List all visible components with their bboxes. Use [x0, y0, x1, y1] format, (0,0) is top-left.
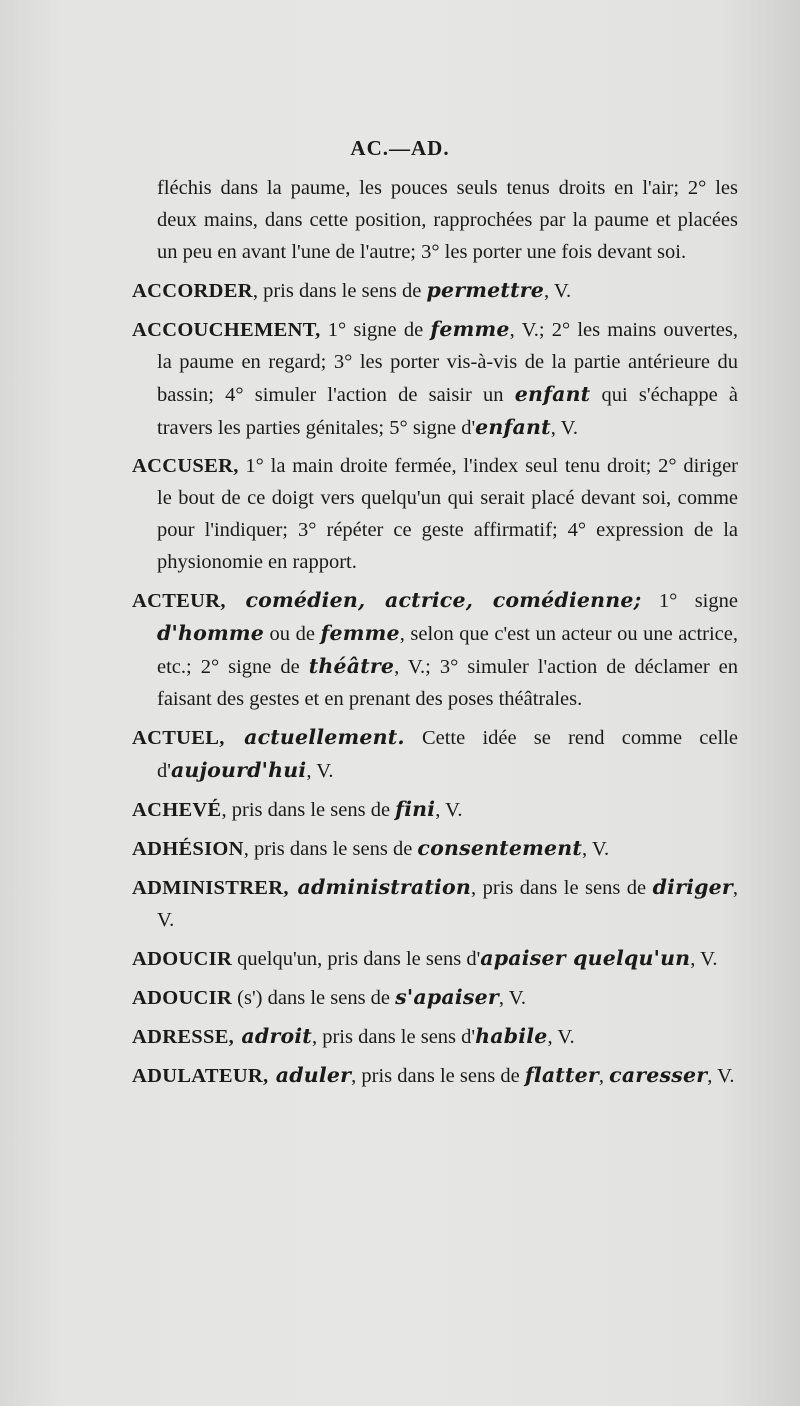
headword: ACCUSER, [132, 455, 239, 477]
keyword: comédien, actrice, comédienne; [225, 588, 642, 612]
entry-acheve [132, 793, 738, 826]
headword: ADMINISTRER, [132, 877, 289, 899]
entry-text: , V. [707, 1065, 735, 1087]
entry-text: 1° signe [641, 590, 738, 612]
entry-text: , pris dans le sens d' [311, 1026, 476, 1048]
entry-text: (s') dans le sens de [232, 987, 396, 1009]
keyword: apaiser quelqu'un [480, 946, 691, 970]
entry-text: , V. [547, 1026, 575, 1048]
keyword: diriger [652, 875, 733, 899]
headword: ACCOUCHEMENT, [132, 319, 321, 341]
entry-acteur [132, 584, 738, 715]
entry-text: ou de [264, 623, 321, 645]
headword: ACTUEL, [132, 727, 225, 749]
keyword: d'homme [157, 621, 265, 645]
entry-text: fléchis dans la paume, les pouces seuls tenus droits en l'air; 2° les deux mains, dans cette position, rapprochées par la paume et placées un peu en avant l'une de l'autre; 3° les porter une fois devant soi. [157, 177, 738, 263]
entry-actuel [132, 721, 738, 787]
keyword: s'apaiser [395, 985, 499, 1009]
entry-text: , selon que c'est un acteur ou une actrice, etc.; 2° signe de [157, 623, 738, 678]
keyword: actuellement. [224, 725, 405, 749]
entry-text: 1° la main droite fermée, l'index seul tenu droit; 2° diriger le bout de ce doigt vers quelqu'un qui serait placé devant soi, comme pour l'indiquer; 3° répéter ce geste affirmatif; 4° expression de la physionomie en rapport. [157, 455, 738, 573]
entry-text: , pris dans le sens de [252, 280, 427, 302]
entry-administrer [132, 871, 738, 936]
keyword: enfant [514, 382, 591, 406]
entry-text: , pris dans le sens de [351, 1065, 525, 1087]
headword: ACCORDER [132, 280, 253, 302]
entry-text: , [598, 1065, 610, 1087]
headword: ADHÉSION [132, 838, 244, 860]
entry-accuser [132, 450, 738, 578]
entry-text: , pris dans le sens de [243, 838, 418, 860]
entry-continuation [132, 172, 738, 268]
keyword: flatter [524, 1063, 599, 1087]
keyword: théâtre [308, 654, 395, 678]
keyword: consentement [417, 836, 582, 860]
headword: ADULATEUR, [132, 1065, 269, 1087]
entry-text: Cette idée se rend comme celle d' [157, 727, 738, 782]
keyword: permettre [426, 278, 545, 302]
dictionary-text [132, 172, 738, 1098]
entry-text: , V. [306, 760, 334, 782]
entry-adoucir-1 [132, 942, 738, 975]
entry-text: , V. [498, 987, 527, 1009]
entry-text: quelqu'un, pris dans le sens d' [232, 948, 481, 970]
headword: ACTEUR, [132, 590, 226, 612]
keyword: adroit [234, 1024, 312, 1048]
entry-text: , V. [690, 948, 718, 970]
entry-text: , V. [582, 838, 610, 860]
headword: ACHEVÉ [132, 799, 222, 821]
entry-text: , V.; 2° les mains ouvertes, la paume en regard; 3° les porter vis-à-vis de la partie antérieure du bassin; 4° simuler l'action de saisir un [157, 319, 738, 406]
entry-text: , V. [550, 417, 578, 439]
entry-adhesion [132, 832, 738, 865]
keyword: femme [320, 621, 400, 645]
entry-text: , V.; 3° simuler l'action de déclamer en faisant des gestes et en prenant des poses théâtrales. [157, 656, 738, 710]
entry-accorder [132, 274, 738, 307]
keyword: aujourd'hui [170, 758, 307, 782]
keyword: enfant [475, 415, 551, 439]
headword: ADOUCIR [132, 948, 233, 970]
entry-adulateur [132, 1059, 738, 1092]
entry-text: 1° signe de [320, 319, 431, 341]
headword: ADOUCIR [132, 987, 233, 1009]
entry-text: , V. [544, 280, 572, 302]
running-header: AC.—AD. [350, 136, 450, 160]
entry-text: qui s'échappe à travers les parties génitales; 5° signe d' [157, 384, 738, 439]
keyword: fini [395, 797, 436, 821]
keyword: caresser [609, 1063, 708, 1087]
entry-text: , V. [435, 799, 463, 821]
keyword: aduler [268, 1063, 352, 1087]
keyword: habile [475, 1024, 548, 1048]
headword: ADRESSE, [132, 1026, 235, 1048]
entry-adresse [132, 1020, 738, 1053]
entry-adoucir-2 [132, 981, 738, 1014]
entry-accouchement [132, 313, 738, 444]
entry-text: , pris dans le sens de [471, 877, 653, 899]
keyword: femme [430, 317, 510, 341]
entry-text: , pris dans le sens de [221, 799, 396, 821]
keyword: administration [288, 875, 471, 899]
entry-text: , V. [157, 877, 738, 931]
